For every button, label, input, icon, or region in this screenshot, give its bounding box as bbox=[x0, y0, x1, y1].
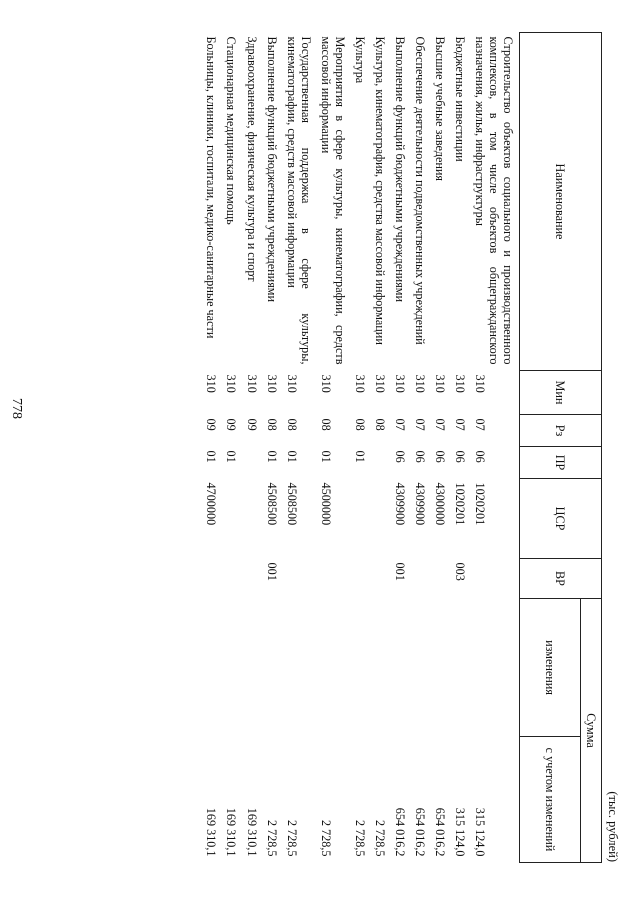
cell-change bbox=[202, 599, 222, 737]
cell-total: 2 728,5 bbox=[284, 819, 299, 857]
cell-rz: 08 bbox=[318, 418, 333, 431]
cell-csr bbox=[371, 479, 391, 559]
cell-pr: 01 bbox=[318, 450, 333, 463]
cell-csr: 4700000 bbox=[204, 482, 219, 526]
header-name: Наименование bbox=[519, 33, 601, 371]
cell-name: Культура, кинематография, средства массовой информации bbox=[372, 36, 387, 345]
cell-total: 654 016,2 bbox=[392, 807, 407, 857]
cell-total: 315 124,0 bbox=[472, 807, 487, 857]
cell-name: Больницы, клиники, госпитали, медико-санитарные части bbox=[204, 36, 219, 339]
cell-vr bbox=[471, 559, 520, 599]
table-row bbox=[411, 33, 431, 863]
header-row-1 bbox=[580, 33, 601, 863]
cell-pr: 06 bbox=[452, 450, 467, 463]
cell-name: Культура bbox=[352, 36, 367, 84]
cell-pr: 01 bbox=[284, 450, 299, 463]
header-changes: изменения bbox=[519, 599, 580, 737]
header-min: Мин bbox=[519, 371, 601, 415]
table-row bbox=[243, 33, 263, 863]
cell-total: 169 310,1 bbox=[204, 807, 219, 857]
cell-csr: 4300000 bbox=[432, 482, 447, 526]
cell-vr: 001 bbox=[264, 562, 279, 581]
cell-rz: 08 bbox=[352, 418, 367, 431]
table-row bbox=[371, 33, 391, 863]
cell-min: 310 bbox=[318, 374, 333, 393]
cell-change bbox=[283, 599, 317, 737]
cell-name: Выполнение функций бюджетными учреждениями bbox=[264, 36, 279, 303]
cell-csr bbox=[222, 479, 242, 559]
rotated-table-area bbox=[142, 32, 620, 862]
cell-change bbox=[451, 599, 471, 737]
cell-change bbox=[371, 599, 391, 737]
cell-csr: 4309900 bbox=[392, 482, 407, 526]
cell-min: 310 bbox=[284, 374, 299, 393]
cell-name: Обеспечение деятельности подведомственных учреждений bbox=[412, 36, 427, 345]
cell-pr bbox=[243, 447, 263, 479]
cell-csr: 4500000 bbox=[318, 482, 333, 526]
cell-csr: 1020201 bbox=[452, 482, 467, 526]
cell-total: 2 728,5 bbox=[372, 819, 387, 857]
cell-rz: 08 bbox=[264, 418, 279, 431]
cell-min: 310 bbox=[472, 374, 487, 393]
header-rz: Рз bbox=[519, 415, 601, 447]
cell-pr: 06 bbox=[432, 450, 447, 463]
cell-csr bbox=[243, 479, 263, 559]
page-number: 778 bbox=[9, 398, 24, 419]
cell-min: 310 bbox=[204, 374, 219, 393]
cell-vr bbox=[351, 559, 371, 599]
cell-vr bbox=[371, 559, 391, 599]
cell-rz: 07 bbox=[392, 418, 407, 431]
cell-name: Государственная поддержка в сфере культуры, кинематографии, средств массовой информации bbox=[284, 36, 313, 365]
cell-rz: 07 bbox=[412, 418, 427, 431]
table-body bbox=[202, 33, 519, 863]
cell-vr bbox=[317, 559, 351, 599]
cell-total: 654 016,2 bbox=[432, 807, 447, 857]
cell-vr bbox=[202, 559, 222, 599]
cell-pr: 01 bbox=[264, 450, 279, 463]
cell-rz: 09 bbox=[204, 418, 219, 431]
table-row bbox=[451, 33, 471, 863]
cell-change bbox=[391, 599, 411, 737]
cell-min: 310 bbox=[432, 374, 447, 393]
cell-vr bbox=[222, 559, 242, 599]
cell-vr bbox=[411, 559, 431, 599]
cell-name: Высшие учебные заведения bbox=[432, 36, 447, 182]
cell-change bbox=[263, 599, 283, 737]
cell-rz: 07 bbox=[452, 418, 467, 431]
cell-pr: 06 bbox=[392, 450, 407, 463]
cell-total: 2 728,5 bbox=[352, 819, 367, 857]
cell-pr: 01 bbox=[204, 450, 219, 463]
cell-csr: 4508500 bbox=[264, 482, 279, 526]
cell-pr: 01 bbox=[224, 450, 239, 463]
cell-change bbox=[222, 599, 242, 737]
header-pr: ПР bbox=[519, 447, 601, 479]
cell-change bbox=[471, 599, 520, 737]
cell-total: 654 016,2 bbox=[412, 807, 427, 857]
cell-min: 310 bbox=[264, 374, 279, 393]
cell-pr: 06 bbox=[472, 450, 487, 463]
cell-vr: 001 bbox=[392, 562, 407, 581]
cell-total: 169 310,1 bbox=[224, 807, 239, 857]
cell-name: Здравоохранение, физическая культура и спорт bbox=[244, 36, 259, 282]
table-row bbox=[471, 33, 520, 863]
cell-total: 2 728,5 bbox=[318, 819, 333, 857]
cell-min: 310 bbox=[372, 374, 387, 393]
cell-min: 310 bbox=[452, 374, 467, 393]
cell-name: Бюджетные инвестиции bbox=[452, 36, 467, 162]
cell-vr bbox=[431, 559, 451, 599]
header-sum: Сумма bbox=[580, 599, 601, 863]
units-note: (тыс. рублей) bbox=[606, 791, 620, 862]
cell-total: 169 310,1 bbox=[244, 807, 259, 857]
cell-change bbox=[431, 599, 451, 737]
cell-csr: 4309900 bbox=[412, 482, 427, 526]
header-with-changes: с учетом изменений bbox=[519, 737, 580, 863]
table-row bbox=[263, 33, 283, 863]
table-row bbox=[222, 33, 242, 863]
table-row bbox=[317, 33, 351, 863]
cell-name: Выполнение функций бюджетными учреждениями bbox=[392, 36, 407, 303]
cell-name: Стационарная медицинская помощь bbox=[224, 36, 239, 225]
cell-rz: 08 bbox=[284, 418, 299, 431]
cell-change bbox=[351, 599, 371, 737]
cell-rz: 09 bbox=[224, 418, 239, 431]
cell-pr: 06 bbox=[412, 450, 427, 463]
cell-csr bbox=[351, 479, 371, 559]
cell-name: Мероприятия в сфере культуры, кинематографии, средств массовой информации bbox=[318, 36, 347, 365]
table-row bbox=[202, 33, 222, 863]
cell-total: 2 728,5 bbox=[264, 819, 279, 857]
cell-pr: 01 bbox=[352, 450, 367, 463]
header-vr: ВР bbox=[519, 559, 601, 599]
cell-vr bbox=[243, 559, 263, 599]
cell-change bbox=[243, 599, 263, 737]
table-row bbox=[283, 33, 317, 863]
cell-csr: 4508500 bbox=[284, 482, 299, 526]
cell-min: 310 bbox=[392, 374, 407, 393]
cell-change bbox=[411, 599, 431, 737]
cell-rz: 07 bbox=[432, 418, 447, 431]
cell-min: 310 bbox=[352, 374, 367, 393]
cell-total: 315 124,0 bbox=[452, 807, 467, 857]
header-csr: ЦСР bbox=[519, 479, 601, 559]
cell-min: 310 bbox=[224, 374, 239, 393]
cell-vr: 003 bbox=[452, 562, 467, 581]
cell-csr: 1020201 bbox=[472, 482, 487, 526]
budget-table bbox=[202, 32, 602, 863]
cell-pr bbox=[371, 447, 391, 479]
table-row bbox=[431, 33, 451, 863]
cell-name: Строительство объектов социального и производственного комплексов, в том числе объектов общегражданского назначения, жилья, инфраструктуры bbox=[472, 36, 515, 365]
cell-rz: 07 bbox=[472, 418, 487, 431]
cell-min: 310 bbox=[412, 374, 427, 393]
cell-vr bbox=[283, 559, 317, 599]
cell-rz: 08 bbox=[372, 418, 387, 431]
cell-rz: 09 bbox=[244, 418, 259, 431]
table-row bbox=[351, 33, 371, 863]
cell-min: 310 bbox=[244, 374, 259, 393]
table-row bbox=[391, 33, 411, 863]
cell-change bbox=[317, 599, 351, 737]
